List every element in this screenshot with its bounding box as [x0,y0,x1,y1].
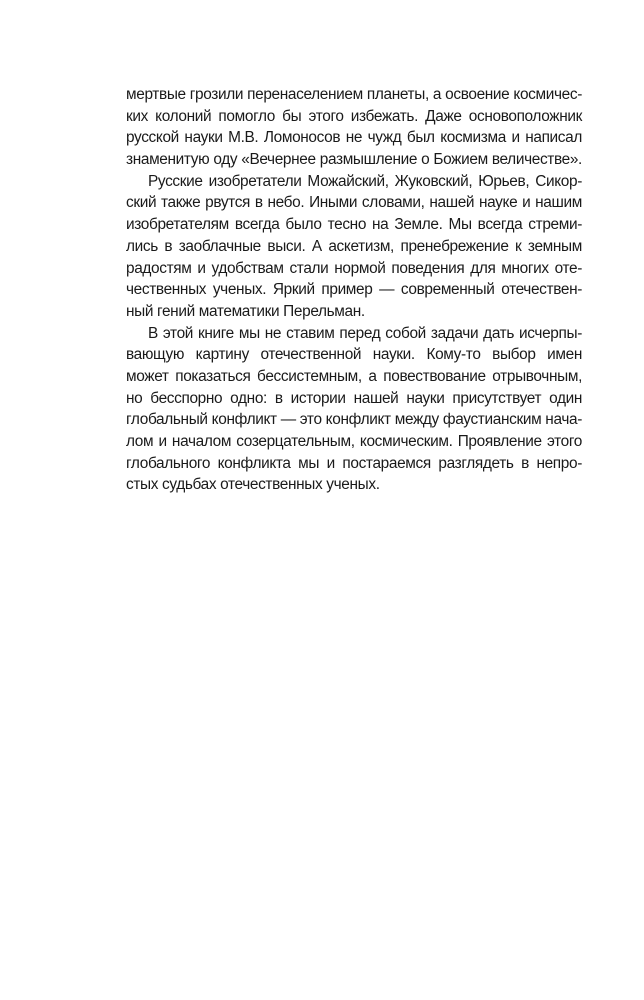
text-line: изобретателям всегда было тесно на Земле. Мы всегда стреми- [126,216,582,234]
text-line: но бесспорно одно: в истории нашей науки присутствует один [126,389,582,407]
text-line: вающую картину отечественной науки. Кому-то выбор имен [126,346,582,364]
text-line: может показаться бессистемным, а повествование отрывочным, [126,367,582,385]
text-line: ких колоний помогло бы этого избежать. Даже основоположник [126,107,582,125]
text-line: радостям и удобствам стали нормой поведения для многих оте- [126,259,582,277]
text-line: знаменитую оду «Вечернее размышление о Божием величестве». [126,151,582,169]
text-line: глобальный конфликт — это конфликт между фаустианским нача- [126,411,582,429]
text-line: ский также рвутся в небо. Иными словами, нашей науке и нашим [126,194,582,212]
paragraph-last-line: стых судьбах отечественных ученых. [126,476,380,494]
text-line: глобального конфликта мы и постараемся разглядеть в непро- [126,454,582,472]
text-line: мертвые грозили перенаселением планеты, а освоение космичес- [126,86,582,103]
text-line: лись в заоблачные выси. А аскетизм, пренебрежение к земным [126,237,582,255]
text-line: русской науки М.В. Ломоносов не чужд был космизма и написал [126,129,582,147]
paragraph-first-line: В этой книге мы не ставим перед собой задачи дать исчерпы- [148,324,582,342]
body-text [126,84,582,496]
text-line: чественных ученых. Яркий пример — современный отечествен- [126,281,582,299]
text-line: лом и началом созерцательным, космическим. Проявление этого [126,433,582,450]
paragraph-last-line: ный гений математики Перельман. [126,302,365,320]
paragraph-first-line: Русские изобретатели Можайский, Жуковский, Юрьев, Сикор- [148,172,582,190]
